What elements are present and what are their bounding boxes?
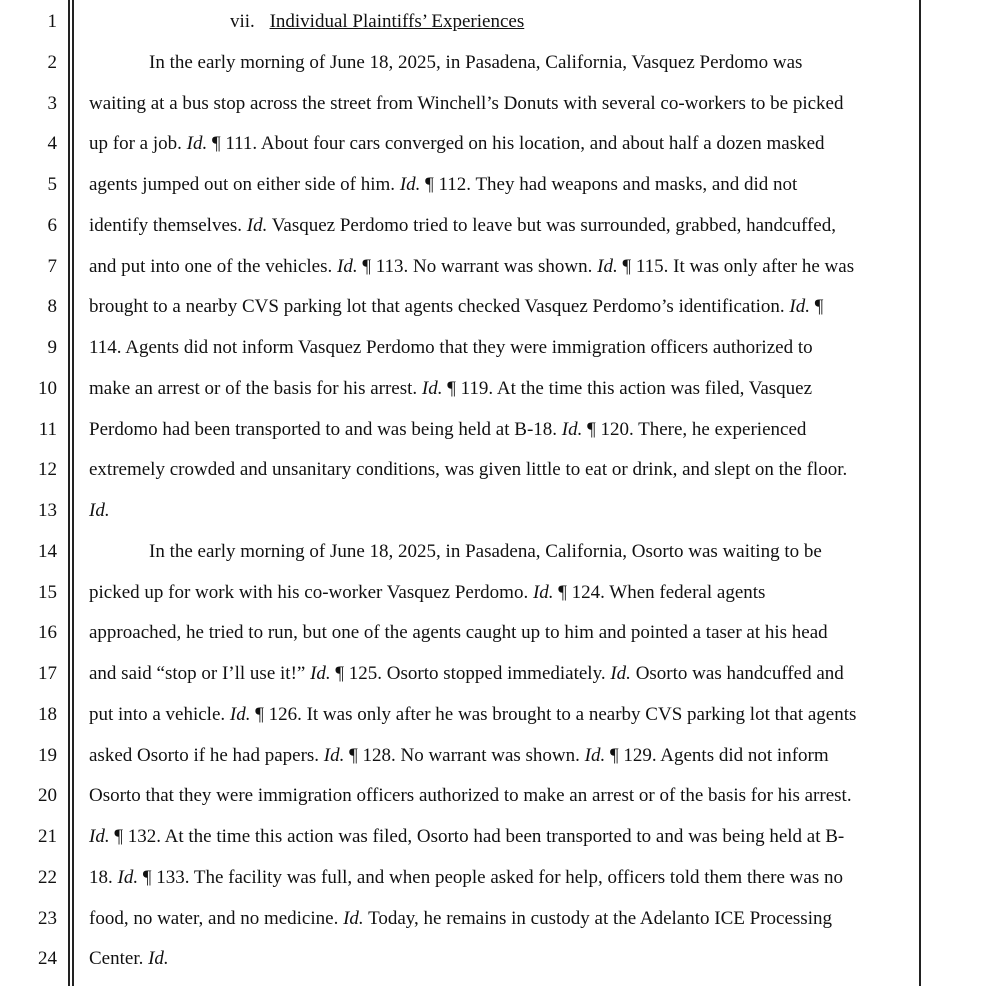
citation-id: Id. [117,866,139,888]
citation-id: Id. [597,255,618,277]
line-number: 1 [47,11,57,32]
text-run: 114. Agents did not inform Vasquez Perdomo that they were immigration officers authorized to [89,337,813,358]
body-line [89,500,110,522]
line-number: 8 [47,296,57,318]
line-number: 19 [38,744,57,766]
line-number: 12 [38,459,57,481]
body-line [89,948,169,970]
citation-id: Id. [89,826,110,847]
body-line [89,256,854,278]
body-line [89,215,836,237]
citation-id: Id. [337,255,358,277]
text-run: ¶ 119. At the time this action was filed, Vasquez [442,377,813,399]
citation-id: Id. [323,744,345,766]
text-run: In the early morning of June 18, 2025, in Pasadena, California, Osorto was waiting to be [149,540,822,562]
body-line [89,867,843,889]
line-number: 10 [38,377,57,399]
text-run: ¶ [809,296,824,318]
body-line [89,908,832,930]
body-line [89,459,847,481]
citation-id: Id. [789,296,810,318]
citation-id: Id. [343,907,364,929]
text-run: asked Osorto if he had papers. [89,744,324,766]
text-run: ¶ 120. There, he experienced [582,418,807,440]
section-heading-title: Individual Plaintiffs’ Experiences [269,11,525,32]
text-run: Osorto that they were immigration officers authorized to make an arrest or of the basis for his arrest. [89,785,852,807]
body-line [89,663,844,685]
line-number: 14 [38,540,57,562]
text-run: In the early morning of June 18, 2025, in Pasadena, California, Vasquez Perdomo was [149,51,803,73]
line-number: 3 [47,92,57,114]
body-line [89,826,844,848]
body-line [149,541,822,563]
line-number: 18 [38,703,57,725]
right-margin-rule [919,0,921,986]
text-run: food, no water, and no medicine. [89,907,344,929]
text-run: put into a vehicle. [89,703,230,725]
body-line [89,378,812,400]
text-run: Center. [89,948,149,970]
citation-id: Id. [310,663,331,684]
text-run: Osorto was handcuffed and [630,663,844,684]
citation-id: Id. [584,744,606,766]
body-line [89,296,823,318]
body-line [89,785,852,807]
text-run: Perdomo had been transported to and was being held at B-18. [89,418,562,440]
text-run: and put into one of the vehicles. [89,255,337,277]
line-number: 11 [38,418,57,440]
line-number: 16 [38,622,57,644]
citation-id: Id. [186,133,208,155]
body-line [89,133,825,155]
line-number: 17 [38,663,57,684]
body-line [89,622,828,644]
line-number: 24 [38,948,57,970]
citation-id: Id. [148,948,169,970]
body-line [89,704,856,726]
text-run: ¶ 111. About four cars converged on his location, and about half a dozen masked [207,133,825,155]
citation-id: Id. [421,377,443,399]
text-run: ¶ 132. At the time this action was filed, Osorto had been transported to and was being held at B- [109,826,845,847]
text-run: ¶ 124. When federal agents [553,581,766,603]
body-line [89,93,843,115]
text-run: ¶ 112. They had weapons and masks, and did not [420,174,798,195]
line-number: 23 [38,907,57,929]
line-number: 13 [38,500,57,521]
body-line [89,582,765,604]
citation-id: Id. [89,500,110,521]
citation-id: Id. [399,174,421,195]
text-run: ¶ 125. Osorto stopped immediately. [330,663,611,684]
text-run: make an arrest or of the basis for his arrest. [89,377,422,399]
citation-id: Id. [610,663,631,684]
text-run: ¶ 133. The facility was full, and when people asked for help, officers told them there was no [138,866,843,888]
text-run: up for a job. [89,133,187,155]
line-number: 6 [47,214,57,236]
line-number: 20 [38,785,57,807]
line-number: 9 [47,337,57,358]
text-run: ¶ 113. No warrant was shown. [357,255,598,277]
text-run: ¶ 126. It was only after he was brought to a nearby CVS parking lot that agents [250,703,857,725]
text-run: approached, he tried to run, but one of the agents caught up to him and pointed a taser at his head [89,622,828,644]
text-run: Vasquez Perdomo tried to leave but was surrounded, grabbed, handcuffed, [267,214,836,236]
left-margin-rule-outer [68,0,70,986]
text-run: ¶ 129. Agents did not inform [605,744,829,766]
line-number: 2 [47,51,57,73]
text-run: agents jumped out on either side of him. [89,174,400,195]
text-run: brought to a nearby CVS parking lot that agents checked Vasquez Perdomo’s identification. [89,296,790,318]
line-number: 7 [47,255,57,277]
text-run: and said “stop or I’ll use it!” [89,663,311,684]
line-number: 15 [38,581,57,603]
citation-id: Id. [561,418,583,440]
text-run: identify themselves. [89,214,247,236]
line-number: 22 [38,866,57,888]
text-run: Today, he remains in custody at the Adelanto ICE Processing [363,907,832,929]
text-run: picked up for work with his co-worker Vasquez Perdomo. [89,581,533,603]
text-run: waiting at a bus stop across the street from Winchell’s Donuts with several co-workers to be picked [89,92,844,114]
line-number: 5 [47,174,57,195]
line-number: 4 [47,133,57,155]
body-line [89,174,797,196]
citation-id: Id. [532,581,554,603]
section-heading-number: vii. [230,11,255,32]
line-number: 21 [38,826,57,847]
body-line [149,52,802,74]
text-run: 18. [89,866,118,888]
text-run: ¶ 128. No warrant was shown. [344,744,585,766]
text-run: ¶ 115. It was only after he was [617,255,855,277]
citation-id: Id. [246,214,268,236]
section-heading [230,11,524,33]
body-line [89,337,813,359]
body-line [89,745,829,767]
left-margin-rule-inner [72,0,74,986]
citation-id: Id. [229,703,251,725]
body-line [89,419,806,441]
text-run: extremely crowded and unsanitary conditions, was given little to eat or drink, and slept on the floor. [89,459,848,481]
